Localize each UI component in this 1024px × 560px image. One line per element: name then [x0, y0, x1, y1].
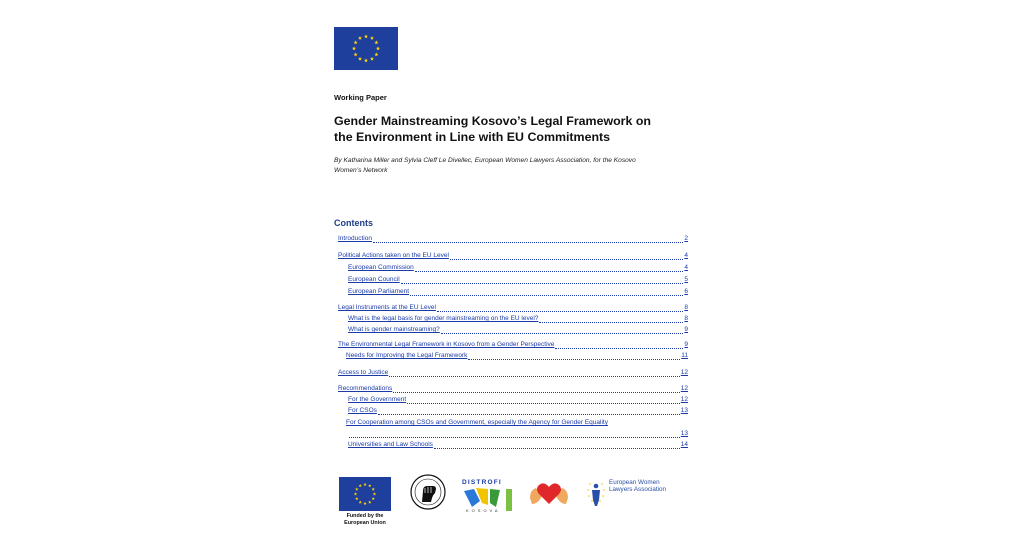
contents-heading: Contents — [334, 218, 373, 228]
toc-entry-text: European Parliament — [348, 288, 410, 295]
toc-leader — [434, 442, 680, 449]
funded-by-eu-caption — [336, 513, 394, 527]
eu-flag-icon — [339, 477, 391, 511]
toc-entry-text: Universities and Law Schools — [348, 441, 433, 448]
toc-entry-text: Needs for Improving the Legal Framework — [346, 352, 468, 359]
toc-entry[interactable] — [346, 418, 688, 427]
title-line: Gender Mainstreaming Kosovo’s Legal Framework on — [334, 114, 651, 128]
toc-entry-text: What is gender mainstreaming? — [348, 326, 440, 333]
toc-entry-page: 12 — [680, 369, 688, 376]
toc-leader — [393, 386, 680, 393]
toc-entry[interactable] — [348, 314, 688, 323]
ewla-line: Lawyers Association — [609, 486, 667, 493]
toc-leader — [407, 397, 680, 404]
toc-leader — [441, 327, 684, 334]
toc-entry[interactable] — [338, 384, 688, 393]
toc-leader — [378, 408, 680, 415]
toc-entry[interactable] — [348, 275, 688, 284]
toc-entry-text: Recommendations — [338, 385, 393, 392]
toc-entry[interactable] — [348, 325, 688, 334]
toc-leader — [468, 353, 680, 360]
heart-hands-logo-icon — [528, 476, 570, 510]
toc-entry[interactable] — [348, 263, 688, 272]
toc-leader — [555, 342, 683, 349]
toc-entry[interactable] — [348, 429, 688, 438]
toc-leader — [415, 265, 684, 272]
toc-entry-page: 2 — [684, 235, 688, 242]
document-label: Working Paper — [334, 93, 387, 102]
toc-entry[interactable] — [338, 251, 688, 260]
toc-entry-page: 12 — [680, 385, 688, 392]
funded-line: Funded by the — [346, 513, 384, 519]
toc-entry-page: 6 — [684, 288, 688, 295]
kosova-wordmark: KOSOVA — [466, 508, 501, 513]
byline-line: By Katharina Miller and Sylvia Cleff Le Divellec, European Women Lawyers Association, for the Kosovo — [334, 157, 636, 164]
toc-entry-page: 13 — [680, 407, 688, 414]
toc-entry-page: 14 — [680, 441, 688, 448]
toc-entry[interactable] — [338, 303, 688, 312]
toc-entry-page: 5 — [684, 276, 688, 283]
toc-leader — [373, 236, 683, 243]
toc-entry-text: Access to Justice — [338, 369, 389, 376]
toc-entry-page: 4 — [684, 264, 688, 271]
toc-entry-text: Political Actions taken on the EU Level — [338, 252, 449, 259]
toc-leader — [450, 253, 683, 260]
toc-entry-text: Legal Instruments at the EU Level — [338, 304, 436, 311]
toc-entry-page: 8 — [684, 315, 688, 322]
raised-fist-logo-icon — [410, 474, 446, 510]
toc-entry-text: European Council — [348, 276, 400, 283]
toc-leader — [389, 370, 680, 377]
toc-entry-page: 12 — [680, 396, 688, 403]
toc-entry[interactable] — [348, 440, 688, 449]
toc-entry-text: What is the legal basis for gender mainstreaming on the EU level? — [348, 315, 539, 322]
distrofi-wordmark: DISTROFI — [462, 479, 502, 486]
toc-entry-text: Introduction — [338, 235, 372, 242]
toc-entry-text: For Cooperation among CSOs and Government, especially the Agency for Gender Equality — [346, 419, 608, 426]
title-line: the Environment in Line with EU Commitments — [334, 130, 611, 144]
toc-leader — [539, 316, 683, 323]
toc-entry-page: 8 — [684, 304, 688, 311]
toc-entry-page: 13 — [680, 430, 688, 437]
toc-entry-text: For the Government — [348, 396, 407, 403]
toc-leader — [349, 431, 680, 438]
toc-entry-page: 9 — [684, 341, 688, 348]
toc-entry[interactable] — [338, 340, 688, 349]
toc-entry-text: European Commission — [348, 264, 414, 271]
toc-entry[interactable] — [338, 234, 688, 243]
document-title — [334, 113, 694, 145]
toc-entry[interactable] — [348, 287, 688, 296]
toc-entry-page: 11 — [681, 352, 688, 359]
toc-entry[interactable] — [338, 368, 688, 377]
toc-entry-text: The Environmental Legal Framework in Kosovo from a Gender Perspective — [338, 341, 555, 348]
toc-entry-page: 4 — [684, 252, 688, 259]
funded-line: European Union — [344, 520, 386, 526]
author-byline — [334, 156, 686, 176]
byline-line: Women’s Network — [334, 167, 388, 174]
toc-entry-page: 9 — [684, 326, 688, 333]
toc-entry[interactable] — [348, 395, 688, 404]
toc-leader — [437, 305, 683, 312]
toc-entry[interactable] — [348, 406, 688, 415]
toc-entry[interactable] — [346, 351, 688, 360]
eu-flag-icon — [334, 27, 398, 70]
ewla-line: European Women — [609, 479, 660, 486]
toc-leader — [401, 277, 684, 284]
toc-entry-text: For CSOs — [348, 407, 377, 414]
ewla-wordmark — [609, 479, 666, 493]
toc-leader — [410, 289, 683, 296]
